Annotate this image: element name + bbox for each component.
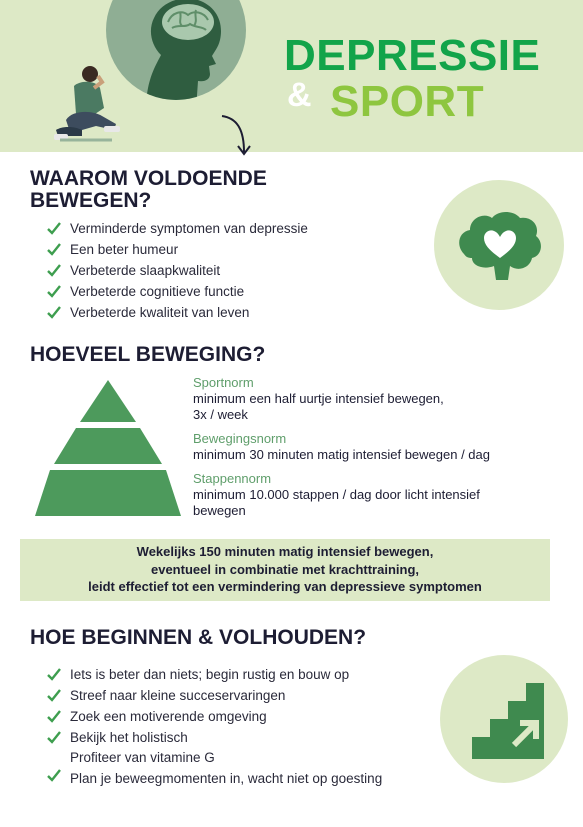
benefits-list — [46, 218, 308, 323]
list-item — [46, 281, 308, 302]
checkmark-icon — [46, 262, 62, 278]
title-sport: SPORT — [330, 77, 485, 126]
brain-heart-icon — [434, 180, 564, 310]
title-ampersand: & — [287, 76, 312, 114]
norm-description: 3x / week — [193, 407, 248, 422]
hero-illustration-circle — [106, 0, 246, 100]
list-item — [46, 748, 382, 767]
list-item — [46, 767, 382, 788]
heading-line: HOEVEEL BEWEGING? — [30, 343, 266, 366]
list-item-text: Verminderde symptomen van depressie — [70, 221, 308, 236]
list-item — [46, 302, 308, 323]
pyramid-icon — [34, 378, 182, 518]
section-heading-hoeveel — [30, 344, 265, 366]
heading-line: BEWEGEN? — [30, 189, 152, 213]
heading-line: WAAROM VOLDOENDE — [30, 167, 267, 190]
banner-line: Wekelijks 150 minuten matig intensief bewegen, — [136, 544, 434, 559]
checkmark-icon — [46, 304, 62, 320]
recommendation-banner — [20, 539, 550, 601]
checkmark-icon — [46, 687, 62, 703]
stairs-arrow-icon — [440, 655, 568, 783]
checkmark-icon — [46, 283, 62, 299]
curved-arrow-icon — [218, 112, 254, 160]
checkmark-icon — [46, 708, 62, 724]
list-item — [46, 727, 382, 748]
norm-title: Sportnorm — [193, 375, 254, 390]
list-item-text: Profiteer van vitamine G — [70, 750, 215, 765]
norm-description: minimum een half uurtje intensief bewegen, — [193, 391, 444, 406]
norm-description: bewegen — [193, 503, 246, 518]
list-item-text: Iets is beter dan niets; begin rustig en bouw op — [70, 667, 350, 682]
list-item — [46, 664, 382, 685]
banner-line: eventueel in combinatie met krachttraining, — [150, 561, 419, 577]
sitting-person-icon — [52, 64, 124, 148]
list-item — [46, 685, 382, 706]
norm-description: minimum 10.000 stappen / dag door licht intensief — [193, 487, 480, 502]
brain-heart-icon-circle — [434, 180, 564, 310]
norm-beweging — [193, 431, 490, 463]
checkmark-icon — [46, 767, 62, 783]
checkmark-icon — [46, 666, 62, 682]
checkmark-icon — [46, 729, 62, 745]
checkmark-icon — [46, 241, 62, 257]
list-item — [46, 239, 308, 260]
list-item-text: Verbeterde slaapkwaliteit — [70, 263, 221, 278]
norm-description: minimum 30 minuten matig intensief bewegen / dag — [193, 447, 490, 462]
list-item-text: Zoek een motiverende omgeving — [70, 709, 267, 724]
list-item-text: Verbeterde kwaliteit van leven — [70, 305, 250, 320]
title-depressie: DEPRESSIE — [284, 31, 541, 80]
header-banner — [0, 0, 583, 152]
tips-list — [46, 664, 382, 788]
norm-title: Bewegingsnorm — [193, 431, 287, 446]
norm-title: Stappennorm — [193, 471, 272, 486]
section-heading-waarom — [30, 168, 267, 212]
list-item — [46, 260, 308, 281]
list-item-text: Verbeterde cognitieve functie — [70, 284, 245, 299]
list-item-text: Bekijk het holistisch — [70, 730, 188, 745]
list-item — [46, 706, 382, 727]
checkmark-icon — [46, 220, 62, 236]
section-heading-hoe-beginnen — [30, 627, 366, 649]
list-item — [46, 218, 308, 239]
norm-sport — [193, 375, 444, 423]
list-item-text: Streef naar kleine succeservaringen — [70, 688, 286, 703]
head-brain-icon — [106, 0, 246, 100]
list-item-text: Plan je beweegmomenten in, wacht niet op goesting — [70, 771, 383, 786]
list-item-text: Een beter humeur — [70, 242, 179, 257]
heading-line: HOE BEGINNEN & VOLHOUDEN? — [30, 626, 367, 649]
stairs-icon-circle — [440, 655, 568, 783]
banner-line: leidt effectief tot een vermindering van depressieve symptomen — [88, 579, 482, 594]
norm-stappen — [193, 471, 480, 519]
